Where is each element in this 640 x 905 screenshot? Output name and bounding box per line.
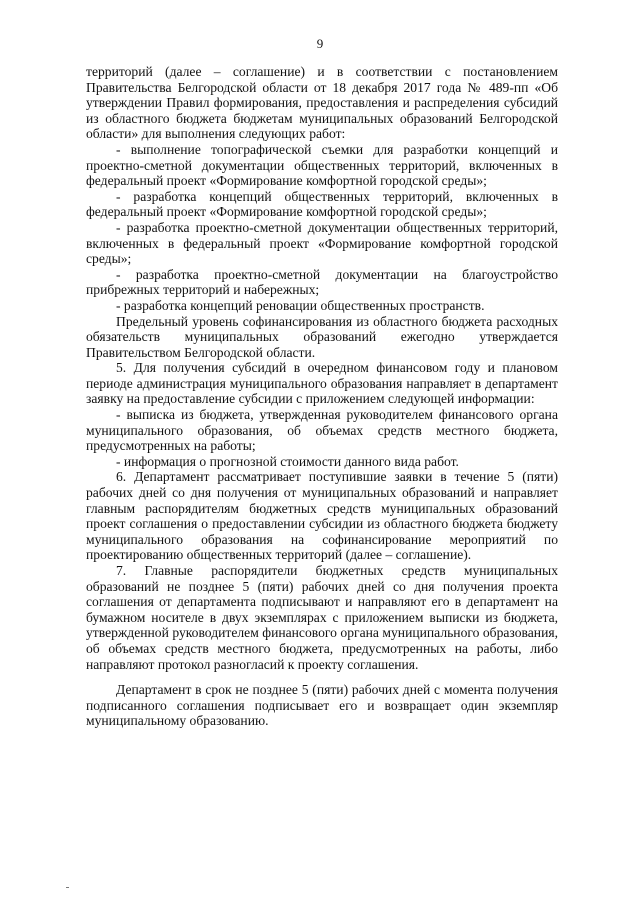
- clause-7: 7. Главные распорядители бюджетных средств муниципальных образований не позднее 5 (пяти) рабочих дней со дня получения проекта соглашения от департамента подписывают и направляют его в департамент на бумажном носителе в двух экземплярах с приложением выписки из бюджета, утвержденной руководителем финансового органа муниципального образования, об объемах средств местного бюджета, предусмотренных на работы, либо направляют протокол разногласий к проекту соглашения.: [86, 563, 558, 672]
- page-number: 9: [316, 36, 324, 51]
- list-item: - выписка из бюджета, утвержденная руководителем финансового органа муниципального образования, об объемах средств местного бюджета, предусмотренных на работы;: [86, 407, 558, 454]
- paragraph: территорий (далее – соглашение) и в соответствии с постановлением Правительства Белгородской области от 18 декабря 2017 года № 489-пп «Об утверждении Правил формирования, предоставления и распределения субсидий из областного бюджета бюджетам муниципальных образований Белгородской области» для выполнения следующих работ:: [86, 64, 558, 142]
- list-item: - разработка проектно-сметной документации общественных территорий, включенных в федеральный проект «Формирование комфортной городской среды»;: [86, 219, 558, 267]
- paragraph: Предельный уровень софинансирования из областного бюджета расходных обязательств муниципальных образований ежегодно утверждается Правительством Белгородской области.: [86, 313, 558, 360]
- paragraph-spacer: [86, 672, 558, 682]
- list-item: - разработка концепций общественных территорий, включенных в федеральный проект «Формирование комфортной городской среды»;: [86, 188, 558, 220]
- clause-6: 6. Департамент рассматривает поступившие заявки в течение 5 (пяти) рабочих дней со дня получения от муниципальных образований и направляет главным распорядителям бюджетных средств муниципальных образований проект соглашения о предоставлении субсидии из областного бюджета бюджету муниципального образования на софинансирование мероприятий по проектированию общественных территорий (далее – соглашение).: [86, 469, 558, 563]
- list-item: - информация о прогнозной стоимости данного вида работ.: [116, 453, 459, 469]
- clause-5: 5. Для получения субсидий в очередном финансовом году и плановом периоде администрация муниципального образования направляет в департамент заявку на предоставление субсидии с приложением следующей информации:: [86, 360, 558, 407]
- list-item: - разработка проектно-сметной документации на благоустройство прибрежных территорий и набережных;: [86, 266, 558, 298]
- scan-mark: [66, 887, 69, 888]
- list-item: - разработка концепций реновации общественных пространств.: [116, 297, 485, 313]
- list-item: - выполнение топографической съемки для разработки концепций и проектно-сметной документации общественных территорий, включенных в федеральный проект «Формирование комфортной городской среды»;: [86, 141, 558, 189]
- paragraph: Департамент в срок не позднее 5 (пяти) рабочих дней с момента получения подписанного соглашения подписывает его и возвращает один экземпляр муниципальному образованию.: [86, 682, 558, 729]
- document-body: [86, 64, 558, 729]
